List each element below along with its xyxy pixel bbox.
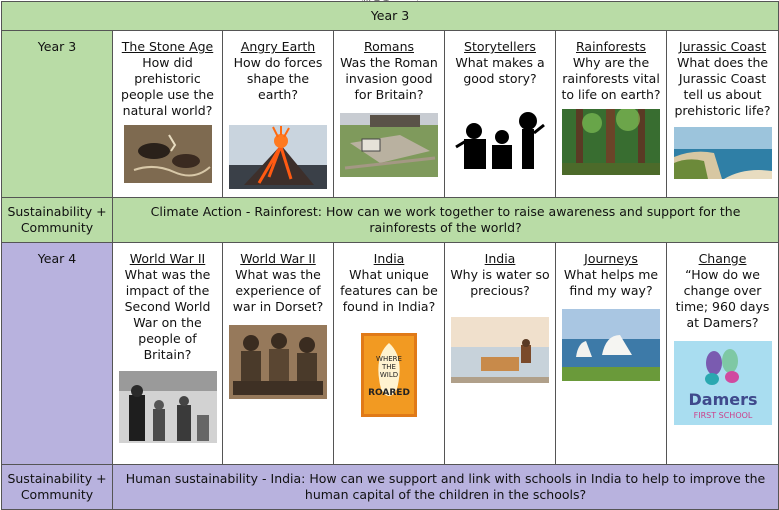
row-label-year4	[2, 243, 113, 465]
topic-title: Rainforests	[576, 39, 646, 54]
book-cover-image	[361, 333, 417, 417]
evacuees-photo-image	[119, 371, 217, 443]
topic-title: Storytellers	[464, 39, 536, 54]
topic-question: What does the Jurassic Coast tell us about prehistoric life?	[674, 55, 771, 118]
sustainability-text: Climate Action - Rainforest: How can we work together to raise awareness and support for the rainforests of the world?	[150, 204, 741, 235]
sustainability-text-2	[113, 465, 779, 510]
topic-question: Was the Roman invasion good for Britain?	[340, 55, 438, 102]
topic-question: Why is water so precious?	[450, 267, 550, 298]
cave-painting-image	[124, 125, 212, 183]
book-title-line1: WHERE	[376, 355, 402, 363]
topic-cell-ww2-britain	[113, 243, 223, 465]
topic-cell-india-features	[334, 243, 445, 465]
topic-cell-stone-age	[113, 31, 223, 198]
year-header-title: Year 3	[370, 8, 410, 23]
topic-cell-romans	[334, 31, 445, 198]
topic-question: How did prehistoric people use the natural world?	[121, 55, 214, 118]
book-title-line4: ROARED	[368, 388, 410, 398]
sustainability-text-1	[113, 198, 779, 243]
row-label-sustainability-2	[2, 465, 113, 510]
roman-villa-image	[340, 113, 438, 177]
topic-title: India	[484, 251, 516, 266]
school-logo-subtitle: FIRST SCHOOL	[693, 411, 752, 420]
soldiers-photo-image	[229, 325, 327, 399]
row-label-text: Sustainability + Community	[7, 471, 107, 502]
topic-title: Romans	[363, 39, 415, 54]
topic-cell-storytellers	[445, 31, 556, 198]
rainforest-image	[562, 109, 660, 175]
silhouette-image	[454, 107, 546, 171]
row-label-text: Year 3	[37, 39, 77, 54]
topic-question: “How do we change over time; 960 days at Damers?	[675, 267, 770, 330]
curriculum-table	[1, 1, 779, 510]
topic-cell-rainforests	[556, 31, 667, 198]
row-label-sustainability-1	[2, 198, 113, 243]
year-header	[2, 2, 779, 31]
topic-title: Change	[698, 251, 747, 266]
book-title-line2: THE	[382, 363, 396, 371]
topic-question: What unique features can be found in India?	[340, 267, 438, 314]
topic-question: How do forces shape the earth?	[233, 55, 323, 102]
topic-cell-journeys	[556, 243, 667, 465]
row-label-year3	[2, 31, 113, 198]
topic-title: World War II	[240, 251, 316, 266]
topic-title: Angry Earth	[240, 39, 316, 54]
topic-title: The Stone Age	[121, 39, 214, 54]
topic-title: Jurassic Coast	[678, 39, 767, 54]
topic-question: Why are the rainforests vital to life on earth?	[561, 55, 661, 102]
topic-question: What makes a good story?	[455, 55, 545, 86]
topic-cell-jurassic-coast	[667, 31, 779, 198]
topic-title: Journeys	[584, 251, 638, 266]
topic-title: World War II	[129, 251, 206, 266]
topic-question: What was the impact of the Second World War on the people of Britain?	[124, 267, 211, 362]
volcano-image	[229, 125, 327, 189]
topic-cell-angry-earth	[223, 31, 334, 198]
sustainability-text: Human sustainability - India: How can we support and link with schools in India to help to improve the human capital of the children in the schools?	[125, 471, 766, 502]
jurassic-coast-image	[674, 127, 772, 179]
topic-cell-change	[667, 243, 779, 465]
row-label-text: Year 4	[37, 251, 77, 266]
school-logo-image	[674, 341, 772, 425]
topic-cell-ww2-dorset	[223, 243, 334, 465]
river-scene-image	[451, 317, 549, 383]
book-title-line3: WILD	[379, 371, 399, 379]
topic-cell-india-water	[445, 243, 556, 465]
chalk-stacks-image	[562, 309, 660, 381]
row-label-text: Sustainability + Community	[7, 204, 107, 235]
topic-question: What helps me find my way?	[563, 267, 659, 298]
topic-question: What was the experience of war in Dorset?	[232, 267, 324, 314]
topic-title: India	[373, 251, 405, 266]
school-logo-name: Damers	[688, 390, 758, 409]
